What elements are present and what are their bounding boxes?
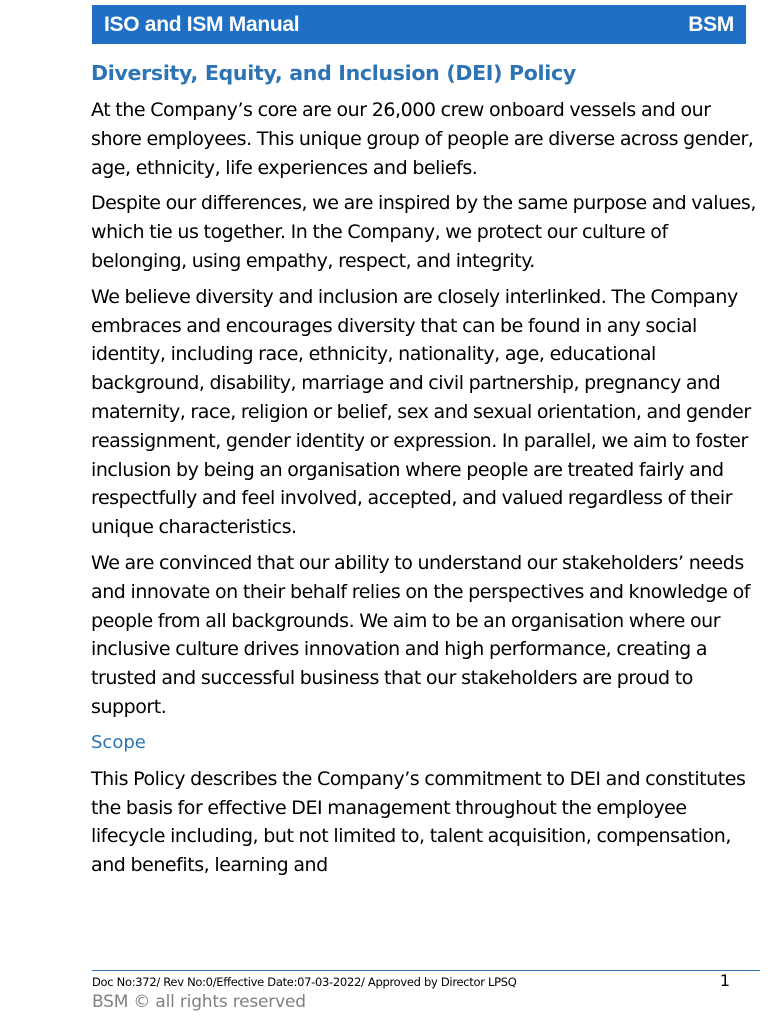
paragraph-scope: This Policy describes the Company’s commitment to DEI and constitutes the basis for effective DEI management throughout the employee lifecycle including, but not limited to, talent acquisition, compensation, and benefits, learning and <box>91 767 746 877</box>
page-number: 1 <box>719 971 730 990</box>
paragraph-company-core: At the Company’s core are our 26,000 crew onboard vessels and our shore employees. This unique group of people are diverse across gender, age, ethnicity, life experiences and beliefs. <box>91 99 754 179</box>
company-code: BSM <box>688 12 734 36</box>
document-body <box>91 56 759 887</box>
footer-doc-info: Doc No:372/ Rev No:0/Effective Date:07-03-2022/ Approved by Director LPSQ <box>92 975 517 989</box>
scope-heading: Scope <box>91 731 146 753</box>
page-header-bar <box>92 5 746 44</box>
policy-title: Diversity, Equity, and Inclusion (DEI) Policy <box>91 61 576 85</box>
paragraph-diversity-inclusion: We believe diversity and inclusion are closely interlinked. The Company embraces and encourages diversity that can be found in any social identity, including race, ethnicity, nationality, age, educational background, disability, marriage and civil partnership, pregnancy and maternity, race, religion or belief, sex and sexual orientation, and gender reassignment, gender identity or expression. In parallel, we aim to foster inclusion by being an organisation where people are treated fairly and respectfully and feel involved, accepted, and valued regardless of their unique characteristics. <box>91 285 751 539</box>
paragraph-stakeholders: We are convinced that our ability to understand our stakeholders’ needs and innovate on their behalf relies on the perspectives and knowledge of people from all backgrounds. We aim to be an organisation where our inclusive culture drives innovation and high performance, creating a trusted and successful business that our stakeholders are proud to support. <box>91 551 750 718</box>
manual-title: ISO and ISM Manual <box>104 12 300 36</box>
footer-divider <box>92 970 760 971</box>
footer-copyright: BSM © all rights reserved <box>92 992 306 1012</box>
paragraph-shared-values: Despite our differences, we are inspired by the same purpose and values, which tie us together. In the Company, we protect our culture of belonging, using empathy, respect, and integrity. <box>91 192 756 272</box>
